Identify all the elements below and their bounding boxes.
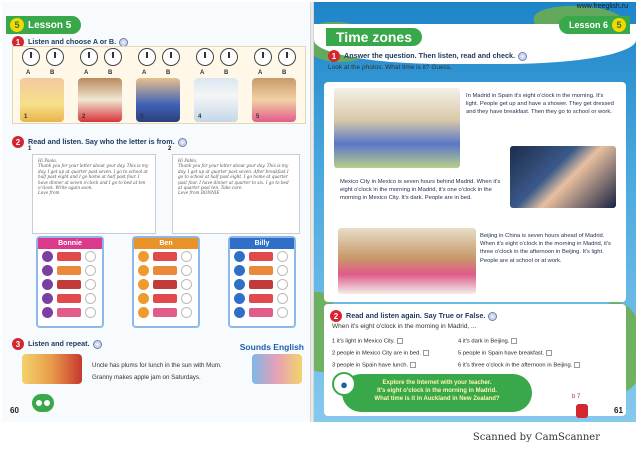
- picture-number: 1: [24, 114, 28, 120]
- picture-number: 2: [82, 114, 86, 120]
- lesson-label: Lesson 6: [568, 20, 608, 30]
- activity-icon: [153, 252, 177, 261]
- clock-icon: [277, 307, 288, 318]
- letter-index: 1: [28, 146, 32, 152]
- left-page: [2, 2, 310, 422]
- option-label[interactable]: B: [50, 70, 55, 76]
- right-page: [314, 2, 636, 422]
- option-label[interactable]: A: [26, 70, 31, 76]
- clock-icon: [138, 307, 149, 318]
- explore-line: Explore the Internet with your teacher.: [382, 380, 492, 386]
- letter-sign: Love from BONNIE: [178, 190, 220, 196]
- page-title: Time zones: [326, 28, 422, 46]
- planner-row: [134, 249, 198, 263]
- planner-row: [38, 291, 102, 305]
- planner-row: [38, 305, 102, 319]
- clock-icon: [181, 279, 192, 290]
- clock-icon: [42, 251, 53, 262]
- option-label[interactable]: B: [108, 70, 113, 76]
- exercise-1-text: Listen and choose A or B.: [28, 36, 117, 46]
- planner-row: [230, 263, 294, 277]
- answer-box[interactable]: [397, 338, 403, 344]
- clock-icon: [42, 279, 53, 290]
- answer-box[interactable]: [410, 362, 416, 368]
- option-label[interactable]: B: [224, 70, 229, 76]
- tf-item-text: 5 people in Spain have breakfast.: [458, 350, 545, 357]
- clock-icon: [85, 279, 96, 290]
- planner-row: [134, 291, 198, 305]
- clock-icon: [85, 265, 96, 276]
- explore-banner[interactable]: [342, 374, 532, 412]
- clock-icon: [85, 307, 96, 318]
- option-label[interactable]: A: [258, 70, 263, 76]
- exercise-2-text: Read and listen. Say who the letter is from.: [28, 136, 175, 146]
- clock-icon: [277, 251, 288, 262]
- exercise-2-text: Read and listen again. Say True or False.: [346, 310, 486, 320]
- clock-icon: [42, 293, 53, 304]
- planner-row: [134, 277, 198, 291]
- planner-name: Ben: [134, 238, 198, 249]
- clock-icon: [181, 307, 192, 318]
- clock-icon: [138, 279, 149, 290]
- clock-icon: [277, 293, 288, 304]
- clock-icon: [104, 48, 122, 66]
- clock-icon: [234, 307, 245, 318]
- page-number-right: 61: [614, 406, 623, 415]
- planner-row: [230, 249, 294, 263]
- globe-icon: ●: [332, 372, 356, 396]
- planner-billy: [228, 236, 296, 328]
- planner-bonnie: [36, 236, 104, 328]
- lesson-tab-left: [6, 16, 81, 34]
- madrid-text: In Madrid in Spain it's eight o'clock in the morning. It's light. People get up and have a shower. They get dressed and they have breakfast. Then they go to school or work.: [466, 93, 614, 116]
- tf-item: [458, 362, 580, 369]
- activity-icon: [249, 280, 273, 289]
- planner-row: [134, 305, 198, 319]
- clock-icon: [234, 265, 245, 276]
- exercise-3-text: Listen and repeat.: [28, 338, 90, 348]
- clock-icon: [278, 48, 296, 66]
- exercise-2-title: [12, 136, 187, 148]
- audio-cd-icon[interactable]: [488, 312, 497, 321]
- clock-icon: [254, 48, 272, 66]
- explore-line: What time is it in Auckland in New Zealand?: [374, 396, 500, 402]
- tf-item: [332, 350, 429, 357]
- planner-row: [38, 249, 102, 263]
- option-label[interactable]: B: [282, 70, 287, 76]
- activity-icon: [153, 280, 177, 289]
- clock-icon: [85, 293, 96, 304]
- lesson-number-badge: 5: [10, 18, 24, 32]
- tf-item: [332, 362, 416, 369]
- clock-icon: [42, 265, 53, 276]
- exercise-number: 2: [330, 310, 342, 322]
- activity-icon: [57, 294, 81, 303]
- tf-item-text: 1 it's light in Mexico City.: [332, 338, 395, 345]
- activity-icon: [153, 294, 177, 303]
- activity-icon: [153, 308, 177, 317]
- clock-row: [16, 48, 306, 68]
- exercise-number: 1: [12, 36, 24, 48]
- letter-greeting: Hi Paola,: [38, 158, 58, 163]
- clock-icon: [234, 293, 245, 304]
- kid-mascot-icon: [576, 404, 588, 418]
- planner-row: [230, 305, 294, 319]
- clock-icon: [138, 293, 149, 304]
- tf-item: [332, 338, 403, 345]
- answer-box[interactable]: [423, 350, 429, 356]
- letter-index: 2: [168, 146, 172, 152]
- clock-icon: [220, 48, 238, 66]
- clock-icon: [196, 48, 214, 66]
- planner-row: [38, 263, 102, 277]
- picture-number: 5: [256, 114, 260, 120]
- granny-illustration: [252, 354, 302, 384]
- option-label[interactable]: A: [200, 70, 205, 76]
- clock-icon: [85, 251, 96, 262]
- tf-item-text: 2 people in Mexico City are in bed.: [332, 350, 421, 357]
- planner-row: [230, 277, 294, 291]
- picture-number: 4: [198, 114, 202, 120]
- clock-icon: [181, 251, 192, 262]
- clock-icon: [80, 48, 98, 66]
- uncle-illustration: [22, 354, 82, 384]
- clock-icon: [234, 251, 245, 262]
- exercise-number: 1: [328, 50, 340, 62]
- clock-icon: [181, 265, 192, 276]
- letter-card-2: [172, 154, 300, 234]
- activity-icon: [57, 280, 81, 289]
- planner-row: [38, 277, 102, 291]
- beijing-photo: [338, 228, 476, 294]
- textbook-spread: [2, 2, 636, 422]
- clock-icon: [277, 279, 288, 290]
- exercise-2-subtitle: When it's eight o'clock in the morning in Madrid, ...: [332, 323, 477, 330]
- planner-name: Bonnie: [38, 238, 102, 249]
- audio-cd-icon[interactable]: [518, 52, 527, 61]
- sound-line: Uncle has plums for lunch in the sun with Mum.: [92, 362, 222, 369]
- sounds-english-title: Sounds English: [239, 342, 304, 352]
- activity-icon: [57, 308, 81, 317]
- activity-icon: [249, 266, 273, 275]
- activity-icon: [249, 252, 273, 261]
- activity-icon: [57, 252, 81, 261]
- clock-icon: [138, 251, 149, 262]
- planner-row: [134, 263, 198, 277]
- lesson-label: Lesson 5: [28, 19, 72, 31]
- exercise-2-title: [330, 310, 497, 322]
- exercise-number: 2: [12, 136, 24, 148]
- clock-icon: [181, 293, 192, 304]
- option-label[interactable]: A: [142, 70, 147, 76]
- clock-icon: [46, 48, 64, 66]
- clock-icon: [138, 48, 156, 66]
- mexico-city-photo: [510, 146, 616, 208]
- letter-card-1: [32, 154, 156, 234]
- answer-box[interactable]: [546, 350, 552, 356]
- option-label[interactable]: B: [166, 70, 171, 76]
- exercise-1-subtitle: Look at the photos. What time is it? Guess.: [328, 64, 452, 71]
- time-zones-panel: [324, 82, 626, 302]
- beijing-text: Beijing in China is seven hours ahead of Madrid. When it's eight o'clock in the morning in Madrid, it's three o'clock in the afternoon in Beijing. It's light. People are at school or at work.: [480, 233, 611, 264]
- audio-cd-icon[interactable]: [178, 138, 187, 147]
- tf-item-text: 4 it's dark in Beijing.: [458, 338, 510, 345]
- answer-box[interactable]: [511, 338, 517, 344]
- page-number-left: 60: [10, 406, 19, 415]
- option-label[interactable]: A: [84, 70, 89, 76]
- activity-icon: [249, 308, 273, 317]
- clock-icon: [42, 307, 53, 318]
- corner-numbers: b 7: [572, 394, 581, 400]
- picture-number: 3: [140, 114, 144, 120]
- clock-icon: [22, 48, 40, 66]
- planner-name: Billy: [230, 238, 294, 249]
- exercise-1-text: Answer the question. Then listen, read and check.: [344, 50, 515, 60]
- audio-cd-icon[interactable]: [93, 340, 102, 349]
- exercise-number: 3: [12, 338, 24, 350]
- planner-ben: [132, 236, 200, 328]
- tf-item: [458, 350, 552, 357]
- tf-item-text: 6 it's three o'clock in the afternoon in Beijing.: [458, 362, 573, 369]
- clock-icon: [138, 265, 149, 276]
- activity-icon: [57, 266, 81, 275]
- answer-box[interactable]: [574, 362, 580, 368]
- letter-body: Thank you for your letter about your day. This is my day. I get up at quarter past seven. I go to school at half past eight and I go home at half past four. I have dinner at seven o'clock and I go to bed at ten o'clock. Write again soon.: [38, 163, 149, 191]
- activity-icon: [249, 294, 273, 303]
- clock-icon: [277, 265, 288, 276]
- scanner-watermark: Scanned by CamScanner: [472, 432, 600, 443]
- explore-line: It's eight o'clock in the morning in Madrid.: [377, 388, 497, 394]
- exercise-3-title: [12, 338, 102, 350]
- site-url: www.freeglish.ru: [576, 3, 628, 10]
- planner-row: [230, 291, 294, 305]
- clock-icon: [162, 48, 180, 66]
- sound-line: Granny makes apple jam on Saturdays.: [92, 374, 201, 381]
- owl-mascot-icon: [32, 394, 54, 412]
- exercise-1-title: [328, 50, 527, 62]
- clock-icon: [234, 279, 245, 290]
- madrid-photo: [334, 88, 460, 168]
- letter-body: Thank you for your letter about your day. This is my day. I get up at quarter past seven. After breakfast I go to school at half past eight. I go home at quarter past four. I have dinner at quarter to six. I go to bed at quarter past ten. Take care.: [178, 163, 289, 191]
- lesson-number-badge: 5: [612, 18, 626, 32]
- lesson-tab-right: [559, 16, 630, 34]
- mexico-city-text: Mexico City in Mexico is seven hours behind Madrid. When it's eight o'clock in the morning in Madrid, it's one o'clock in the morning in Mexico City. It's dark. People are in bed.: [340, 179, 501, 202]
- activity-icon: [153, 266, 177, 275]
- letter-sign: Love from: [38, 190, 60, 196]
- letter-greeting: Hi Pablo,: [178, 158, 198, 163]
- tf-item: [458, 338, 517, 345]
- tf-item-text: 3 people in Spain have lunch.: [332, 362, 409, 369]
